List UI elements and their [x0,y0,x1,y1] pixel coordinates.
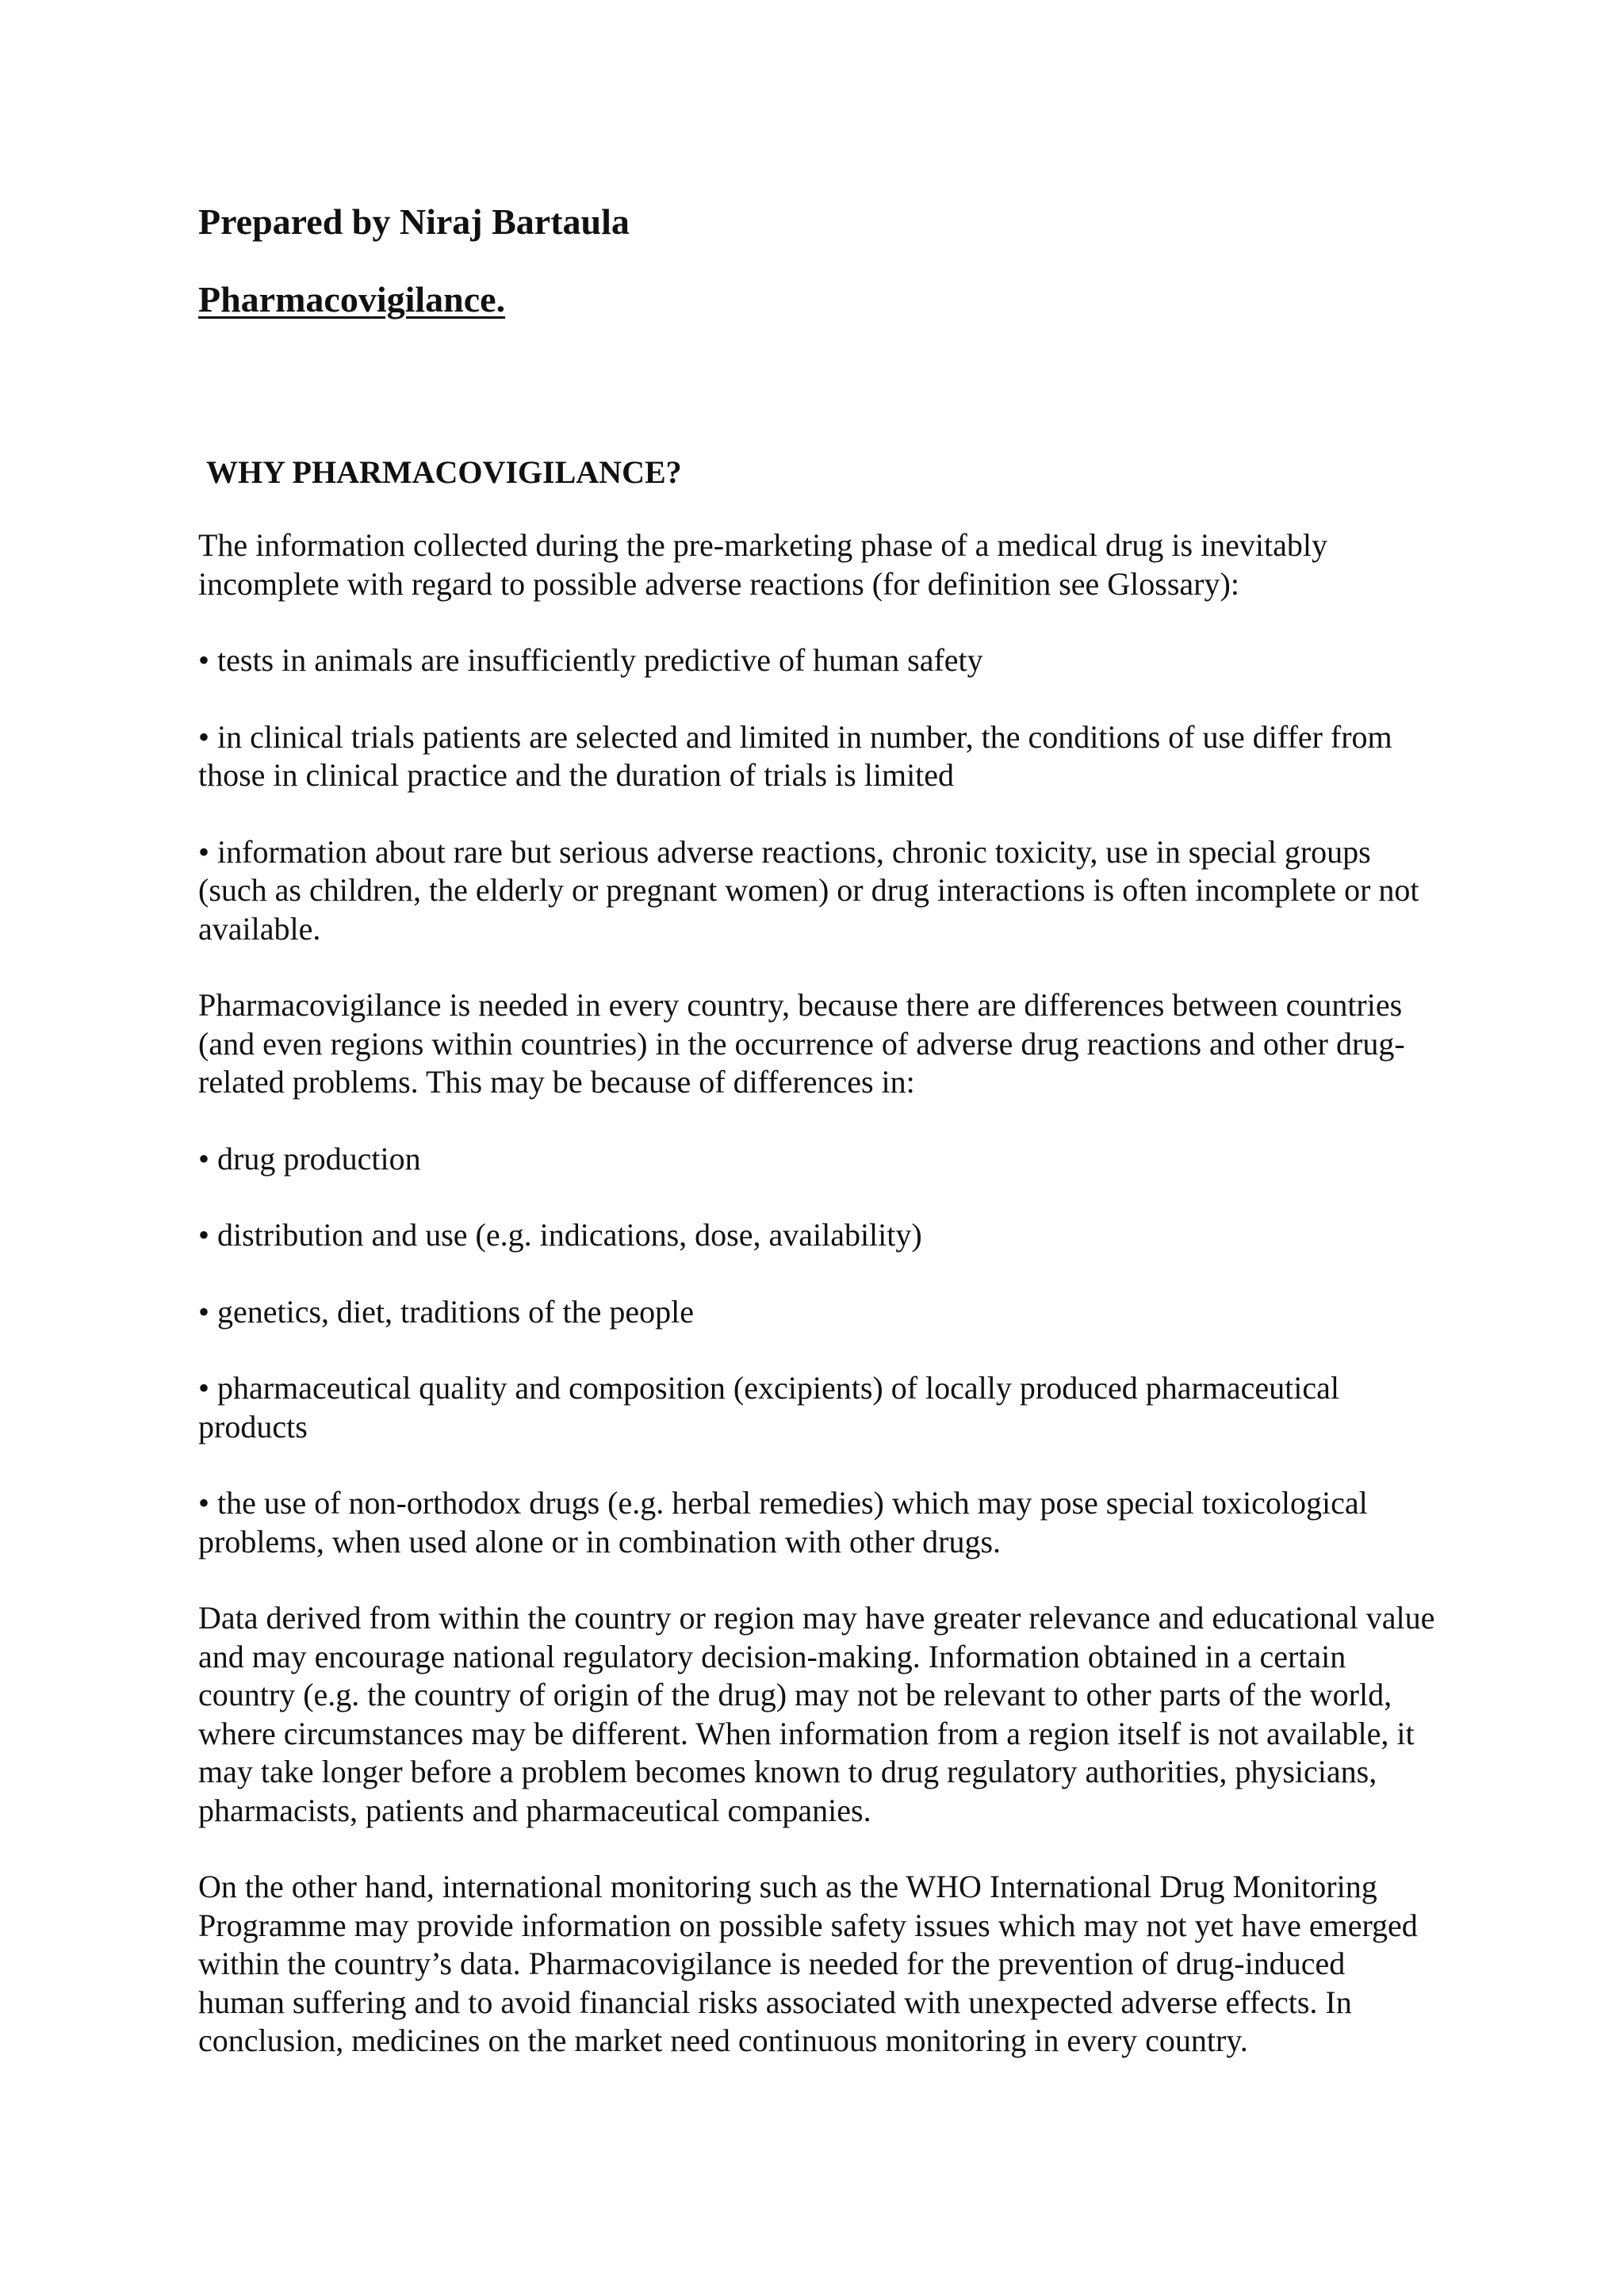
bullet-item: • genetics, diet, traditions of the people [198,1293,694,1330]
document-title: Pharmacovigilance. [198,279,506,320]
body-paragraph: On the other hand, international monitoring such as the WHO International Drug Monitoring Programme may provide information on possible safety issues which may not yet have emerged within the country’s data. Pharmacovigilance is needed for the prevention of drug-induced human suffering and to avoid financial risks associated with unexpected adverse effects. In conclusion, medicines on the market need continuous monitoring in every country. [198,1869,1418,2058]
document-body [198,197,1435,2061]
section-heading: WHY PHARMACOVIGILANCE? [206,454,682,490]
bullet-item: • in clinical trials patients are selected and limited in number, the conditions of use differ from those in clinical practice and the duration of trials is limited [198,718,1392,793]
bullet-item: • tests in animals are insufficiently predictive of human safety [198,642,983,678]
body-paragraph: Data derived from within the country or region may have greater relevance and educational value and may encourage national regulatory decision-making. Information obtained in a certain country (e.g. the country of origin of the drug) may not be relevant to other parts of the world, where circumstances may be different. When information from a region itself is not available, it may take longer before a problem becomes known to drug regulatory authorities, physicians, pharmacists, patients and pharmaceutical companies. [198,1600,1435,1828]
bullet-item: • pharmaceutical quality and composition (excipients) of locally produced pharmaceutical products [198,1370,1340,1445]
bullet-item: • the use of non-orthodox drugs (e.g. herbal remedies) which may pose special toxicological problems, when used alone or in combination with other drugs. [198,1485,1368,1559]
intro-paragraph: The information collected during the pre-marketing phase of a medical drug is inevitably incomplete with regard to possible adverse reactions (for definition see Glossary): [198,527,1327,602]
bullet-item: • information about rare but serious adverse reactions, chronic toxicity, use in special groups (such as children, the elderly or pregnant women) or drug interactions is often incomplete or not available. [198,833,1419,947]
author-line: Prepared by Niraj Bartaula [198,201,630,242]
bullet-item: • drug production [198,1140,421,1177]
bullet-item: • distribution and use (e.g. indications, dose, availability) [198,1217,922,1253]
body-paragraph: Pharmacovigilance is needed in every country, because there are differences between countries (and even regions within countries) in the occurrence of adverse drug reactions and other drug-related problems. This may be because of differences in: [198,987,1405,1100]
